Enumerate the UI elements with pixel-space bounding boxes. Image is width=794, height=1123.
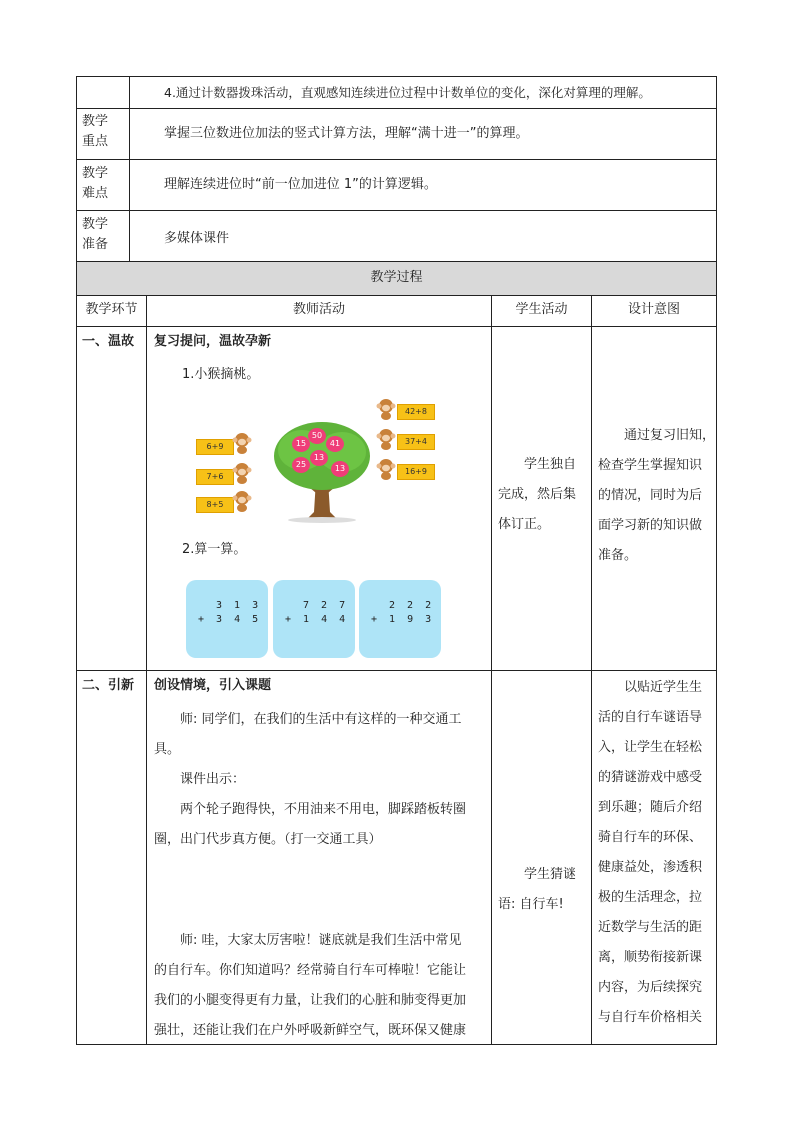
section1-design-intent: 通过复习旧知， 检查学生掌握知识 的情况，同时为后 面学习新的知识做 准备。 <box>598 428 716 563</box>
header-student: 学生活动 <box>515 302 568 317</box>
section2-design-intent: 以贴近学生生 活的自行车谜语导 入，让学生在轻松 的猜谜游戏中感受 到乐趣；随后介绍 骑自行车的环保、 健康益处，渗透积 极的生活理念，拉 近数学与生活的距 离，顺势衔接新课 内容，为后续探究 与自行车价格相关 <box>598 680 703 1025</box>
monkey-icon <box>232 462 252 484</box>
problem-tag: 8+5 <box>196 497 234 513</box>
process-title: 教学过程 <box>370 270 423 285</box>
section2-teacher-intro: 师: 同学们，在我们的生活中有这样的一种交通工 具。 课件出示： 两个轮子跑得快，不用油来不用电，脚踩踏板转圈 圈，出门代步真方便。（打一交通工具） <box>154 712 467 847</box>
section2-stage: 二、引新 <box>82 678 135 693</box>
peach: 25 <box>292 457 310 473</box>
objective-4-text: 4.通过计数器拨珠活动，直观感知连续进位过程中计数单位的变化，深化对算理的理解。 <box>164 85 651 100</box>
calc-addend-2: + 1 9 3 <box>371 614 435 625</box>
problem-tag: 37+4 <box>397 434 435 450</box>
calc-addend-1: 3 1 3 <box>216 600 262 611</box>
problem-tag: 16+9 <box>397 464 435 480</box>
section2-student-activity: 学生猜谜 语: 自行车! <box>498 867 577 912</box>
monkey-icon <box>232 490 252 512</box>
monkey-icon <box>376 458 396 480</box>
peach: 13 <box>331 461 349 477</box>
header-stage: 教学环节 <box>85 302 138 317</box>
preparation-text: 多媒体课件 <box>164 231 230 246</box>
peach: 15 <box>292 436 310 452</box>
difficulty-text: 理解连续进位时“前一位加进位 1”的计算逻辑。 <box>164 177 437 192</box>
calc-addend-2: + 1 4 4 <box>285 614 349 625</box>
calc-addend-1: 7 2 7 <box>303 600 349 611</box>
monkey-icon <box>376 398 396 420</box>
peach: 41 <box>326 436 344 452</box>
key-point-text: 掌握三位数进位加法的竖式计算方法，理解“满十进一”的算理。 <box>164 126 529 141</box>
key-point-label: 教学 重点 <box>82 114 109 149</box>
section1-item1: 1.小猴摘桃。 <box>182 367 260 382</box>
section1-heading: 复习提问，温故孕新 <box>154 334 272 349</box>
preparation-label: 教学 准备 <box>82 217 109 252</box>
calc-addend-1: 2 2 2 <box>389 600 435 611</box>
monkey-icon <box>232 432 252 454</box>
section2-heading: 创设情境，引入课题 <box>154 678 272 693</box>
problem-tag: 6+9 <box>196 439 234 455</box>
peach: 50 <box>308 428 326 444</box>
monkey-icon <box>376 428 396 450</box>
difficulty-label: 教学 难点 <box>82 166 109 201</box>
section1-item2: 2.算一算。 <box>182 542 247 557</box>
section1-student-activity: 学生独自 完成，然后集 体订正。 <box>498 457 577 532</box>
problem-tag: 42+8 <box>397 404 435 420</box>
peach: 13 <box>310 450 328 466</box>
header-teacher: 教师活动 <box>292 302 345 317</box>
header-intent: 设计意图 <box>627 302 680 317</box>
section2-teacher-reveal: 师: 哇，大家太厉害啦！谜底就是我们生活中常见 的自行车。你们知道吗？经常骑自行车可棒啦！它能让 我们的小腿变得更有力量，让我们的心脏和肺变得更加 强壮，还能让我们在户外呼吸新鲜空气，既环保又健康 <box>154 933 467 1038</box>
problem-tag: 7+6 <box>196 469 234 485</box>
section1-stage: 一、温故 <box>82 334 135 349</box>
calc-addend-2: + 3 4 5 <box>198 614 262 625</box>
